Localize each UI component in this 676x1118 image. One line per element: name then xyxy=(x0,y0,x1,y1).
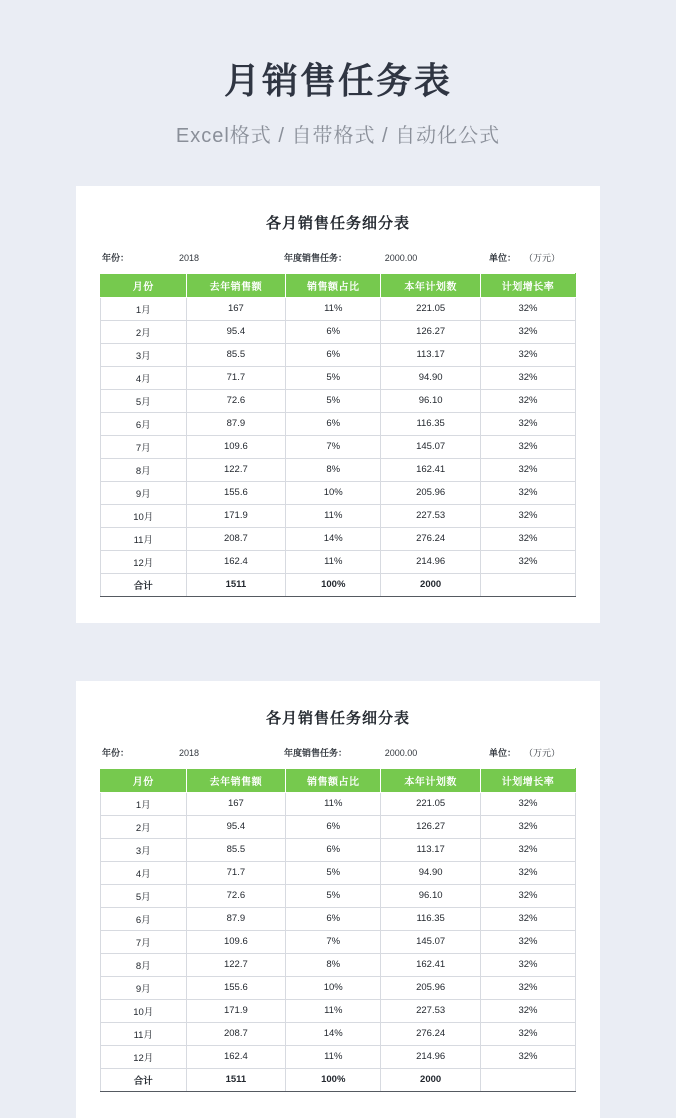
cell-plan: 116.35 xyxy=(381,907,481,930)
cell-growth: 32% xyxy=(481,815,576,838)
cell-share: 10% xyxy=(286,481,381,504)
cell-month: 6月 xyxy=(101,412,187,435)
cell-plan: 221.05 xyxy=(381,792,481,815)
cell-growth: 32% xyxy=(481,389,576,412)
cell-growth: 32% xyxy=(481,792,576,815)
meta-annual-task xyxy=(284,746,489,759)
meta-task-value: 2000.00 xyxy=(384,252,418,263)
cell-plan: 205.96 xyxy=(381,481,481,504)
cell-month: 7月 xyxy=(101,435,187,458)
meta-year xyxy=(102,746,284,759)
table-row xyxy=(101,320,576,343)
meta-row xyxy=(100,251,576,264)
cell-plan: 126.27 xyxy=(381,815,481,838)
cell-growth: 32% xyxy=(481,343,576,366)
cell-last: 208.7 xyxy=(186,1022,286,1045)
cell-month: 11月 xyxy=(101,1022,187,1045)
cell-plan: 214.96 xyxy=(381,1045,481,1068)
table-row xyxy=(101,907,576,930)
table-row xyxy=(101,861,576,884)
table-row xyxy=(101,458,576,481)
cell-share: 11% xyxy=(286,792,381,815)
cell-growth: 32% xyxy=(481,930,576,953)
cell-share: 8% xyxy=(286,953,381,976)
cell-month: 8月 xyxy=(101,458,187,481)
table-row xyxy=(101,815,576,838)
total-cell-month: 合计 xyxy=(101,573,187,596)
cell-plan: 113.17 xyxy=(381,838,481,861)
page-title: 月销售任务表 xyxy=(223,60,452,101)
table-row xyxy=(101,297,576,320)
cell-plan: 214.96 xyxy=(381,550,481,573)
cell-month: 6月 xyxy=(101,907,187,930)
cell-plan: 126.27 xyxy=(381,320,481,343)
cell-last: 122.7 xyxy=(186,458,286,481)
meta-year-value: 2018 xyxy=(179,747,200,758)
cell-last: 87.9 xyxy=(186,907,286,930)
cell-plan: 276.24 xyxy=(381,527,481,550)
cell-share: 5% xyxy=(286,366,381,389)
cell-share: 11% xyxy=(286,999,381,1022)
meta-task-label: 年度销售任务： xyxy=(284,747,348,758)
table-row xyxy=(101,435,576,458)
cell-share: 6% xyxy=(286,838,381,861)
card-title: 各月销售任务细分表 xyxy=(265,214,410,232)
cell-month: 10月 xyxy=(101,504,187,527)
cell-plan: 162.41 xyxy=(381,953,481,976)
cell-month: 2月 xyxy=(101,815,187,838)
cell-share: 11% xyxy=(286,1045,381,1068)
table-row xyxy=(101,366,576,389)
total-cell-plan: 2000 xyxy=(381,573,481,596)
cell-month: 3月 xyxy=(101,838,187,861)
cell-growth: 32% xyxy=(481,1045,576,1068)
cell-last: 87.9 xyxy=(186,412,286,435)
cell-month: 4月 xyxy=(101,861,187,884)
cell-plan: 205.96 xyxy=(381,976,481,999)
total-cell-last: 1511 xyxy=(186,1068,286,1091)
table-body-2 xyxy=(101,792,576,1091)
cell-month: 5月 xyxy=(101,389,187,412)
table-total-row xyxy=(101,573,576,596)
cell-last: 71.7 xyxy=(186,366,286,389)
column-header-month: 月份 xyxy=(101,273,187,297)
cell-growth: 32% xyxy=(481,999,576,1022)
table-row xyxy=(101,481,576,504)
cell-last: 155.6 xyxy=(186,481,286,504)
cell-last: 72.6 xyxy=(186,389,286,412)
cell-month: 11月 xyxy=(101,527,187,550)
meta-year-label: 年份： xyxy=(102,747,130,758)
column-header-sales-share: 销售额占比 xyxy=(286,273,381,297)
meta-year-value: 2018 xyxy=(179,252,200,263)
column-header-last-year-sales: 去年销售额 xyxy=(186,273,286,297)
total-cell-growth xyxy=(481,1068,576,1091)
cell-month: 4月 xyxy=(101,366,187,389)
cell-last: 208.7 xyxy=(186,527,286,550)
cell-last: 122.7 xyxy=(186,953,286,976)
table-row xyxy=(101,792,576,815)
table-row xyxy=(101,838,576,861)
cell-share: 11% xyxy=(286,504,381,527)
cell-growth: 32% xyxy=(481,435,576,458)
cell-share: 14% xyxy=(286,527,381,550)
cell-last: 155.6 xyxy=(186,976,286,999)
table-row xyxy=(101,527,576,550)
column-header-plan: 本年计划数 xyxy=(381,768,481,792)
card-title: 各月销售任务细分表 xyxy=(265,709,410,727)
cell-plan: 145.07 xyxy=(381,930,481,953)
cell-plan: 221.05 xyxy=(381,297,481,320)
cell-share: 5% xyxy=(286,861,381,884)
table-row xyxy=(101,976,576,999)
cell-plan: 96.10 xyxy=(381,389,481,412)
meta-annual-task xyxy=(284,251,489,264)
meta-year xyxy=(102,251,284,264)
cell-growth: 32% xyxy=(481,504,576,527)
sales-table-card-2 xyxy=(76,681,600,1118)
cell-growth: 32% xyxy=(481,884,576,907)
cell-growth: 32% xyxy=(481,953,576,976)
cell-growth: 32% xyxy=(481,297,576,320)
cell-growth: 32% xyxy=(481,412,576,435)
cell-last: 85.5 xyxy=(186,838,286,861)
meta-unit-label: 单位： xyxy=(489,252,517,263)
cell-last: 167 xyxy=(186,792,286,815)
total-cell-plan: 2000 xyxy=(381,1068,481,1091)
cell-last: 162.4 xyxy=(186,1045,286,1068)
cell-last: 109.6 xyxy=(186,435,286,458)
meta-unit xyxy=(489,746,574,759)
cell-month: 1月 xyxy=(101,792,187,815)
cell-growth: 32% xyxy=(481,907,576,930)
cell-growth: 32% xyxy=(481,1022,576,1045)
cell-growth: 32% xyxy=(481,458,576,481)
cell-share: 6% xyxy=(286,815,381,838)
meta-task-value: 2000.00 xyxy=(384,747,418,758)
meta-unit-value: （万元） xyxy=(524,747,561,758)
column-header-last-year-sales: 去年销售额 xyxy=(186,768,286,792)
cell-share: 6% xyxy=(286,907,381,930)
table-row xyxy=(101,389,576,412)
cell-plan: 96.10 xyxy=(381,884,481,907)
sales-table-card-1 xyxy=(76,186,600,623)
cell-month: 1月 xyxy=(101,297,187,320)
meta-row xyxy=(100,746,576,759)
meta-unit-label: 单位： xyxy=(489,747,517,758)
sales-table xyxy=(100,273,576,597)
cell-last: 95.4 xyxy=(186,320,286,343)
cell-last: 162.4 xyxy=(186,550,286,573)
cell-plan: 227.53 xyxy=(381,504,481,527)
table-row xyxy=(101,1022,576,1045)
cell-share: 6% xyxy=(286,343,381,366)
cell-growth: 32% xyxy=(481,366,576,389)
table-head xyxy=(101,273,576,297)
cell-month: 2月 xyxy=(101,320,187,343)
cell-last: 109.6 xyxy=(186,930,286,953)
cell-share: 8% xyxy=(286,458,381,481)
meta-unit-value: （万元） xyxy=(524,252,561,263)
cell-plan: 145.07 xyxy=(381,435,481,458)
cell-share: 7% xyxy=(286,435,381,458)
cell-share: 5% xyxy=(286,884,381,907)
sales-table xyxy=(100,768,576,1092)
table-row xyxy=(101,504,576,527)
cell-growth: 32% xyxy=(481,861,576,884)
cell-growth: 32% xyxy=(481,320,576,343)
page-subtitle: Excel格式 / 自带格式 / 自动化公式 xyxy=(175,124,501,147)
meta-unit xyxy=(489,251,574,264)
cell-month: 10月 xyxy=(101,999,187,1022)
cell-growth: 32% xyxy=(481,527,576,550)
cell-month: 8月 xyxy=(101,953,187,976)
column-header-month: 月份 xyxy=(101,768,187,792)
cell-share: 11% xyxy=(286,297,381,320)
table-row xyxy=(101,884,576,907)
total-cell-month: 合计 xyxy=(101,1068,187,1091)
total-cell-growth xyxy=(481,573,576,596)
table-total-row xyxy=(101,1068,576,1091)
table-header-row xyxy=(101,273,576,297)
cell-month: 12月 xyxy=(101,1045,187,1068)
column-header-growth-rate: 计划增长率 xyxy=(481,768,576,792)
table-header-row xyxy=(101,768,576,792)
cell-month: 9月 xyxy=(101,976,187,999)
cell-last: 167 xyxy=(186,297,286,320)
table-row xyxy=(101,412,576,435)
meta-year-label: 年份： xyxy=(102,252,130,263)
table-row xyxy=(101,343,576,366)
cell-last: 171.9 xyxy=(186,504,286,527)
cell-month: 12月 xyxy=(101,550,187,573)
table-row xyxy=(101,1045,576,1068)
cell-share: 7% xyxy=(286,930,381,953)
total-cell-last: 1511 xyxy=(186,573,286,596)
cell-plan: 113.17 xyxy=(381,343,481,366)
cell-last: 171.9 xyxy=(186,999,286,1022)
cell-last: 71.7 xyxy=(186,861,286,884)
meta-task-label: 年度销售任务： xyxy=(284,252,348,263)
table-body-1 xyxy=(101,297,576,596)
cell-plan: 116.35 xyxy=(381,412,481,435)
cell-last: 72.6 xyxy=(186,884,286,907)
cell-month: 3月 xyxy=(101,343,187,366)
table-row xyxy=(101,999,576,1022)
cell-share: 14% xyxy=(286,1022,381,1045)
cell-month: 7月 xyxy=(101,930,187,953)
cell-share: 11% xyxy=(286,550,381,573)
cell-growth: 32% xyxy=(481,838,576,861)
total-cell-share: 100% xyxy=(286,1068,381,1091)
cell-growth: 32% xyxy=(481,976,576,999)
cell-share: 6% xyxy=(286,412,381,435)
column-header-plan: 本年计划数 xyxy=(381,273,481,297)
table-row xyxy=(101,930,576,953)
column-header-growth-rate: 计划增长率 xyxy=(481,273,576,297)
cell-share: 5% xyxy=(286,389,381,412)
cell-growth: 32% xyxy=(481,550,576,573)
table-head xyxy=(101,768,576,792)
cell-share: 10% xyxy=(286,976,381,999)
cell-plan: 162.41 xyxy=(381,458,481,481)
cell-plan: 94.90 xyxy=(381,861,481,884)
total-cell-share: 100% xyxy=(286,573,381,596)
cell-growth: 32% xyxy=(481,481,576,504)
cell-plan: 94.90 xyxy=(381,366,481,389)
cell-last: 95.4 xyxy=(186,815,286,838)
column-header-sales-share: 销售额占比 xyxy=(286,768,381,792)
cell-plan: 227.53 xyxy=(381,999,481,1022)
cell-month: 9月 xyxy=(101,481,187,504)
table-row xyxy=(101,550,576,573)
cell-share: 6% xyxy=(286,320,381,343)
cell-month: 5月 xyxy=(101,884,187,907)
cell-last: 85.5 xyxy=(186,343,286,366)
page-header xyxy=(0,0,676,148)
cell-plan: 276.24 xyxy=(381,1022,481,1045)
table-row xyxy=(101,953,576,976)
